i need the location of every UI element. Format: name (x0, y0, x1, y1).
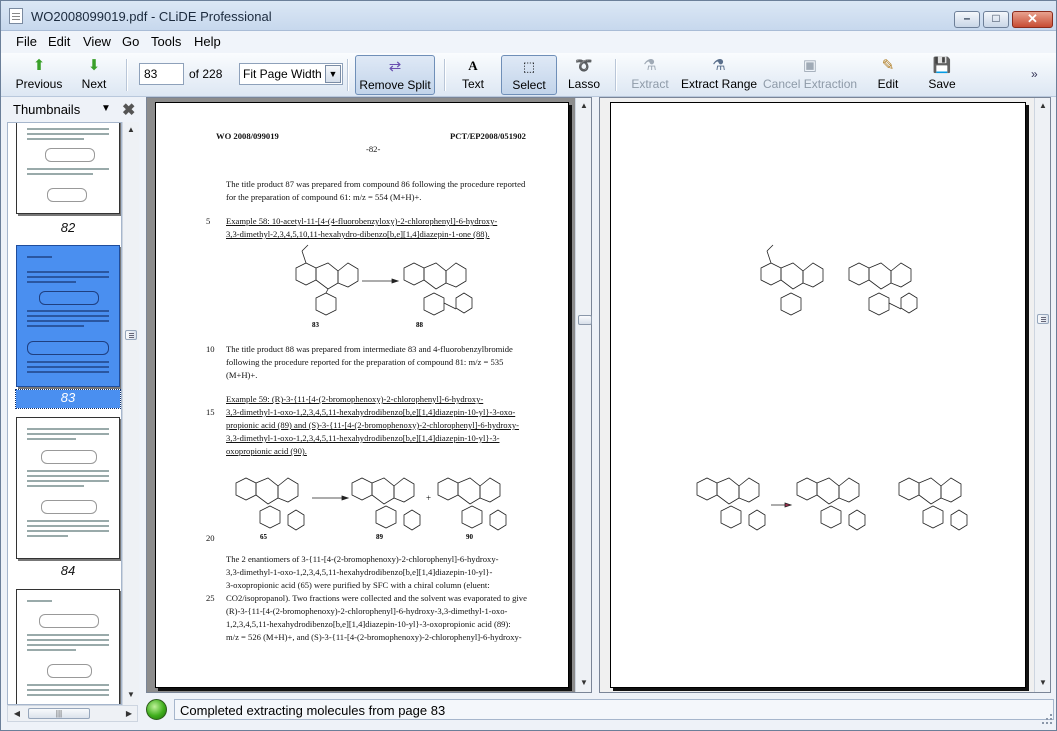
thumbnail-page[interactable] (16, 122, 120, 214)
page-total: of 228 (189, 67, 223, 81)
compound-label: 88 (416, 321, 423, 329)
select-tool-label: Select (512, 78, 546, 92)
document-scrollbar[interactable] (575, 98, 591, 692)
extract-range-label: Extract Range (681, 77, 758, 91)
save-icon: 💾 (932, 57, 952, 74)
menu-bar (1, 31, 1056, 53)
menu-tools[interactable] (151, 34, 181, 49)
scroll-up-icon[interactable]: ▲ (127, 125, 135, 134)
menu-go[interactable] (122, 34, 139, 49)
doc-header-left: WO 2008/099019 (216, 131, 279, 141)
scroll-left-icon[interactable]: ◀ (13, 709, 21, 718)
thumbnail-list[interactable] (7, 122, 122, 705)
zoom-select[interactable] (239, 63, 343, 85)
text-tool-label: Text (461, 77, 484, 91)
doc-line-number: 10 (206, 344, 215, 354)
doc-text-line: 1,2,3,4,5,11-hexahydrodibenzo[b,e][1,4]diazepin-10-yl}-3-oxopropionic acid (89): (226, 619, 511, 629)
previous-label: Previous (15, 77, 63, 91)
scroll-down-icon[interactable]: ▼ (580, 678, 588, 687)
toolbar-separator (126, 59, 127, 91)
scroll-up-icon[interactable]: ▲ (1039, 101, 1047, 110)
doc-heading-line: oxopropionic acid (90). (226, 446, 307, 456)
doc-text-line: following the procedure reported for the preparation of compound 81: m/z = 535 (226, 357, 504, 367)
thumbnail-page-selected[interactable] (16, 245, 120, 387)
toolbar-separator (347, 59, 348, 91)
window-title: WO2008099019.pdf - CLiDE Professional (31, 9, 272, 24)
pencil-icon: ✎ (881, 57, 895, 74)
doc-line-number: 15 (206, 407, 215, 417)
next-label: Next (81, 77, 107, 91)
doc-text-line: 3,3-dimethyl-1-oxo-1,2,3,4,5,11-hexahydrodibenzo[b,e][1,4]diazepin-10-yl}- (226, 567, 493, 577)
doc-text-line: The title product 87 was prepared from compound 86 following the procedure reported (226, 179, 526, 189)
hscrollbar-thumb[interactable]: ||| (28, 708, 90, 719)
menu-edit[interactable] (48, 34, 70, 49)
doc-text-line: (R)-3-{11-[4-(2-bromophenoxy)-2-chlorophenyl]-6-hydroxy-3,3-dimethyl-1-oxo- (226, 606, 508, 616)
thumbnail-page-number: 84 (60, 563, 76, 578)
extracted-structure-scheme (741, 243, 941, 333)
toolbar-separator (615, 59, 616, 91)
menu-edit-label: Edit (48, 34, 71, 49)
menu-file-label: File (16, 34, 37, 49)
lasso-icon: ➰ (575, 57, 593, 73)
thumbnails-menu-icon[interactable]: ▼ (101, 103, 111, 114)
scrollbar-thumb[interactable] (1037, 314, 1049, 324)
scheme-plus: + (426, 493, 432, 503)
extraction-pane[interactable] (599, 97, 1051, 693)
scroll-right-icon[interactable]: ▶ (125, 709, 133, 718)
thumbnail-page[interactable] (16, 417, 120, 559)
document-pane[interactable] (146, 97, 592, 693)
close-icon: ✕ (1027, 11, 1038, 26)
doc-text-line: CO2/isopropanol). Two fractions were collected and the solvent was evaporated to give (226, 593, 527, 603)
edit-label: Edit (877, 77, 899, 91)
text-tool-button[interactable] (453, 55, 493, 95)
toolbar-overflow-icon[interactable]: » (1031, 67, 1038, 81)
lasso-tool-button[interactable] (565, 55, 603, 95)
title-bar (1, 1, 1056, 31)
reaction-scheme (226, 463, 526, 543)
doc-line-number: 20 (206, 533, 215, 543)
cancel-extraction-button[interactable] (763, 55, 857, 95)
compound-label: 90 (466, 533, 473, 541)
select-cursor-icon: ⬚ (522, 59, 536, 74)
scroll-down-icon[interactable]: ▼ (1039, 678, 1047, 687)
thumbnail-scrollbar[interactable] (122, 122, 139, 705)
up-arrow-icon: ⬆ (32, 57, 46, 74)
menu-help-label: Help (194, 34, 221, 49)
doc-page-number: -82- (366, 144, 381, 154)
previous-button[interactable] (11, 55, 67, 95)
remove-split-button[interactable] (355, 55, 435, 95)
doc-text-line: The 2 enantiomers of 3-{11-[4-(2-bromophenoxy)-2-chlorophenyl]-6-hydroxy- (226, 554, 499, 564)
doc-text-line: The title product 88 was prepared from intermediate 83 and 4-fluorobenzylbromide (226, 344, 513, 354)
extract-label: Extract (631, 77, 669, 91)
down-arrow-icon: ⬇ (87, 57, 101, 74)
doc-heading-line: 3,3-dimethyl-1-oxo-1,2,3,4,5,11-hexahydrodibenzo[b,e][1,4]diazepin-10-yl}-3-oxo- (226, 407, 516, 417)
menu-view-label: View (83, 34, 111, 49)
cancel-extraction-label: Cancel Extraction (763, 77, 858, 91)
menu-view[interactable] (83, 34, 111, 49)
page-number-input[interactable] (139, 63, 184, 85)
extract-range-icon: ⚗ (712, 57, 726, 74)
chevron-down-icon[interactable]: ▼ (325, 65, 341, 83)
status-bar (146, 697, 1054, 723)
text-tool-icon: A (468, 58, 478, 73)
thumbnail-hscrollbar[interactable] (7, 705, 138, 722)
doc-heading-line: 3,3-dimethyl-2,3,4,5,10,11-hexahydro-dibenzo[b,e][1,4]diazepin-1-one (88). (226, 229, 490, 239)
reaction-scheme (276, 243, 476, 333)
resize-grip-icon[interactable] (1041, 713, 1053, 725)
doc-heading-line: Example 58: 10-acetyl-11-[4-(4-fluorobenzyloxy)-2-chlorophenyl]-6-hydroxy- (226, 216, 498, 226)
close-button[interactable] (1012, 11, 1053, 28)
compound-label: 65 (260, 533, 267, 541)
minimize-button[interactable] (954, 11, 980, 28)
document-icon (9, 8, 23, 24)
thumbnails-header (7, 99, 143, 121)
maximize-button[interactable] (983, 11, 1009, 28)
status-message: Completed extracting molecules from page 83 (174, 699, 1054, 720)
edit-button[interactable] (872, 55, 904, 95)
scroll-up-icon[interactable]: ▲ (580, 101, 588, 110)
doc-line-number: 5 (206, 216, 211, 226)
doc-heading-line: Example 59: (R)-3-{11-[4-(2-bromophenoxy)-2-chlorophenyl]-6-hydroxy- (226, 394, 484, 404)
close-thumbnails-icon[interactable]: ✖ (122, 102, 136, 119)
extract-range-button[interactable] (681, 55, 757, 95)
compound-label: 83 (312, 321, 319, 329)
toolbar-separator (444, 59, 445, 91)
thumbnail-page-number: 83 (16, 390, 120, 408)
lasso-tool-label: Lasso (567, 77, 601, 91)
scroll-down-icon[interactable]: ▼ (127, 690, 135, 699)
save-button[interactable] (925, 55, 959, 95)
status-ok-icon (146, 699, 167, 720)
extracted-structures-page (610, 102, 1026, 688)
compound-label: 89 (376, 533, 383, 541)
doc-heading-line: 3,3-dimethyl-1-oxo-1,2,3,4,5,11-hexahydrodibenzo[b,e][1,4]diazepin-10-yl}-3- (226, 433, 500, 443)
scrollbar-thumb[interactable] (125, 330, 137, 340)
menu-tools-label: Tools (151, 34, 182, 49)
menu-file[interactable] (16, 34, 37, 49)
doc-heading-line: propionic acid (89) and (S)-3-{11-[4-(2-bromophenoxy)-2-chlorophenyl]-6-hydroxy- (226, 420, 520, 430)
doc-text-line: m/z = 526 (M+H)+, and (S)-3-{11-[4-(2-bromophenoxy)-2-chlorophenyl]-6-hydroxy- (226, 632, 522, 642)
extract-icon: ⚗ (643, 57, 657, 74)
extract-button[interactable] (627, 55, 673, 95)
doc-text-line: (M+H)+. (226, 370, 258, 380)
split-icon: ⇄ (388, 58, 402, 75)
menu-go-label: Go (122, 34, 140, 49)
document-page (155, 102, 569, 688)
minimize-icon: – (963, 11, 971, 25)
extracted-structure-scheme (687, 463, 987, 543)
cancel-extraction-icon: ▣ (802, 57, 818, 74)
doc-header-right: PCT/EP2008/051902 (450, 131, 526, 141)
maximize-icon: □ (992, 11, 1000, 25)
select-tool-button[interactable] (501, 55, 557, 95)
remove-split-label: Remove Split (359, 78, 431, 92)
doc-text-line: 3-oxopropionic acid (65) were purified by SFC with a chiral column (eluent: (226, 580, 490, 590)
next-button[interactable] (73, 55, 115, 95)
thumbnail-page[interactable] (16, 589, 120, 705)
extraction-scrollbar[interactable] (1034, 98, 1050, 692)
thumbnail-page-number: 82 (60, 220, 76, 235)
zoom-value: Fit Page Width (243, 67, 322, 81)
doc-text-line: for the preparation of compound 61: m/z = 554 (M+H)+. (226, 192, 422, 202)
save-label: Save (928, 77, 956, 91)
menu-help[interactable] (194, 34, 221, 49)
thumbnails-title: Thumbnails (13, 102, 81, 117)
doc-line-number: 25 (206, 593, 215, 603)
split-handle[interactable] (578, 315, 592, 325)
